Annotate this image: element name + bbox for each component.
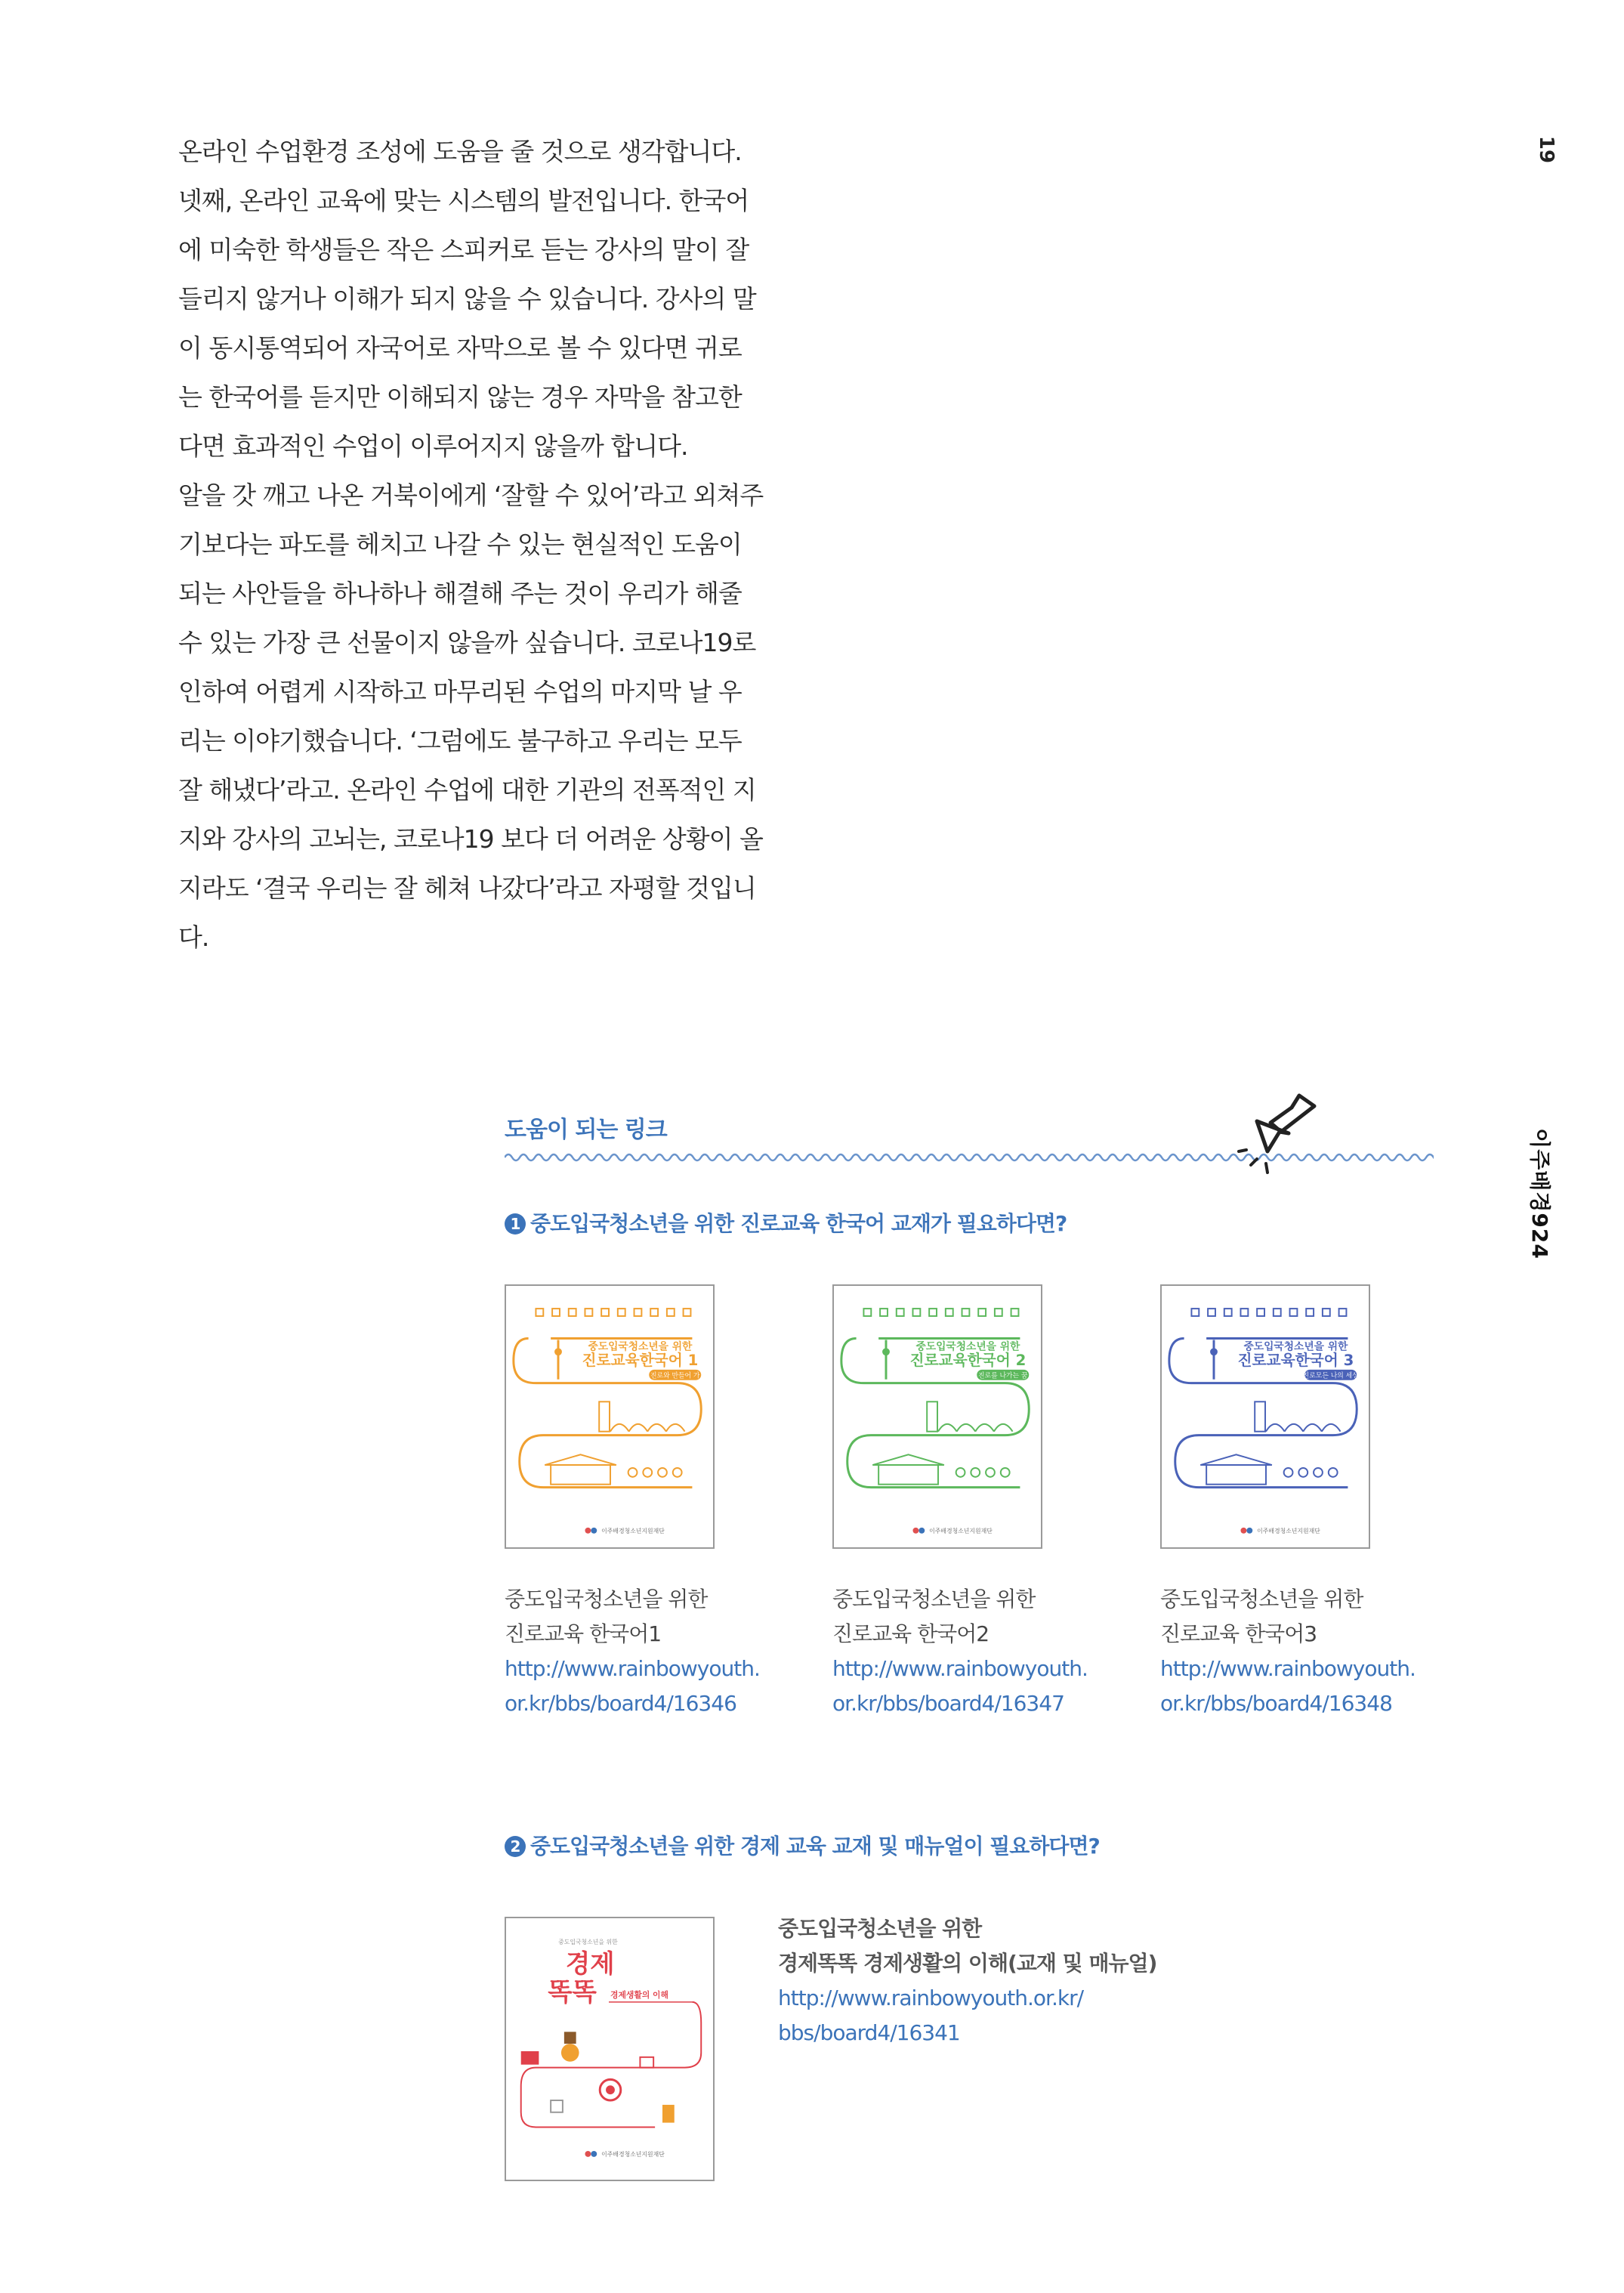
tree-icon (1329, 1468, 1338, 1477)
page-number: 19 (1535, 135, 1558, 164)
skyline-icon (569, 1309, 576, 1316)
skyline-icon (1240, 1309, 1248, 1316)
publisher-name: 이주배경청소년지원재단 (601, 2150, 665, 2158)
palace-icon (545, 1454, 616, 1465)
publisher-logo (1240, 1528, 1246, 1534)
cover-title: 진로교육한국어 2 (909, 1351, 1027, 1369)
body-line: 는 한국어를 듣지만 이해되지 않는 경우 자막을 참고한 (178, 382, 742, 412)
skyline-icon (1306, 1309, 1314, 1316)
skyline-icon (946, 1309, 953, 1316)
book-cover-art (834, 1286, 1041, 1547)
cover-badge-text: 진로와 만들어 가 (650, 1372, 700, 1380)
skyline-icon (1011, 1309, 1019, 1316)
tower-icon (1210, 1348, 1218, 1355)
publisher-logo (919, 1528, 925, 1534)
palace-icon (551, 1465, 610, 1485)
book-link[interactable]: or.kr/bbs/board4/16346 (505, 1691, 736, 1716)
skyline-icon (552, 1309, 560, 1316)
question-1 (505, 1207, 1067, 1238)
building-icon (599, 1401, 610, 1431)
caption-line: 중도입국청소년을 위한 (505, 1587, 708, 1612)
skyline-icon (1257, 1309, 1264, 1316)
book-link[interactable]: http://www.rainbowyouth.or.kr/ (778, 1986, 1084, 2010)
cover-badge-text: 진로를 나가는 꿈 (977, 1372, 1028, 1380)
skyline-icon (1339, 1309, 1347, 1316)
book-cover-korean-2[interactable] (832, 1284, 1042, 1549)
tree-icon (986, 1468, 995, 1477)
body-line: 기보다는 파도를 헤치고 나갈 수 있는 현실적인 도움이 (178, 530, 742, 559)
skyline-icon (650, 1309, 658, 1316)
caption-line: 경제똑똑 경제생활의 이해(교재 및 매뉴얼) (778, 1951, 1157, 1976)
publisher-logo (591, 2151, 597, 2157)
book-caption-2 (832, 1582, 1150, 1721)
palace-icon (878, 1465, 938, 1485)
building-icon (927, 1401, 937, 1431)
publisher-logo (912, 1528, 919, 1534)
body-line: 넷째, 온라인 교육에 맞는 시스템의 발전입니다. 한국어 (178, 186, 749, 215)
tree-icon (628, 1468, 638, 1477)
skyline-icon (1274, 1309, 1281, 1316)
cursor-pointer-icon (1236, 1089, 1326, 1180)
skyline-icon (585, 1309, 592, 1316)
body-line: 에 미숙한 학생들은 작은 스피커로 듣는 강사의 말이 잘 (178, 235, 749, 264)
body-line: 들리지 않거나 이해가 되지 않을 수 있습니다. 강사의 말 (178, 284, 756, 314)
cover-badge-text: 진로모든 나의 세상 (1302, 1372, 1359, 1380)
bridge-arch (629, 1424, 648, 1432)
book-link[interactable]: or.kr/bbs/board4/16348 (1160, 1691, 1392, 1716)
tree-icon (658, 1468, 667, 1477)
skyline-icon (897, 1309, 904, 1316)
tree-icon (643, 1468, 652, 1477)
cover-title: 경제 (565, 1948, 615, 1979)
skyline-icon (667, 1309, 675, 1316)
calculator-icon (551, 2100, 563, 2112)
caption-line: 중도입국청소년을 위한 (1160, 1587, 1363, 1612)
body-line: 잘 해냈다’라고. 온라인 수업에 대한 기관의 전폭적인 지 (178, 775, 756, 805)
book-link[interactable]: http://www.rainbowyouth. (832, 1656, 1088, 1681)
tree-icon (1001, 1468, 1010, 1477)
body-line: 다. (178, 922, 209, 952)
caption-line: 진로교육 한국어1 (505, 1621, 662, 1646)
skyline-icon (962, 1309, 970, 1316)
bridge-arch (975, 1424, 994, 1432)
publisher-logo (585, 1528, 591, 1534)
cover-subtitle: 중도입국청소년을 위한 (588, 1340, 693, 1353)
palace-icon (1200, 1454, 1272, 1465)
tree-icon (1284, 1468, 1293, 1477)
wallet-icon (521, 2051, 539, 2065)
helpful-links-section (505, 1111, 1441, 1144)
book-link[interactable]: or.kr/bbs/board4/16347 (832, 1691, 1064, 1716)
caption-line: 중도입국청소년을 위한 (778, 1916, 982, 1941)
tree-icon (1314, 1468, 1323, 1477)
book-caption-economy (778, 1911, 1231, 2050)
publisher-name: 이주배경청소년지원재단 (1257, 1527, 1320, 1534)
skyline-icon (978, 1309, 986, 1316)
book-caption-3 (1160, 1582, 1477, 1721)
side-running-title: 이주배경924 (1527, 1128, 1552, 1259)
caption-line: 중도입국청소년을 위한 (832, 1587, 1036, 1612)
tree-icon (971, 1468, 980, 1477)
card-icon (640, 2057, 653, 2068)
question-number-badge: 1 (505, 1213, 526, 1235)
publisher-logo (591, 1528, 597, 1534)
caption-line: 진로교육 한국어3 (1160, 1621, 1317, 1646)
bridge-arch (938, 1424, 957, 1432)
body-line: 온라인 수업환경 조성에 도움을 줄 것으로 생각합니다. (178, 137, 742, 166)
cover-title: 진로교육한국어 3 (1237, 1351, 1354, 1369)
bridge-arch (1266, 1424, 1285, 1432)
target-icon (606, 2085, 615, 2094)
palace-icon (872, 1454, 944, 1465)
skyline-icon (618, 1309, 625, 1316)
money-bag-icon (564, 2032, 576, 2044)
building-icon (1255, 1401, 1265, 1431)
skyline-icon (1290, 1309, 1298, 1316)
book-link[interactable]: bbs/board4/16341 (778, 2020, 960, 2045)
body-line: 리는 이야기했습니다. ‘그럼에도 불구하고 우리는 모두 (178, 726, 742, 756)
cover-badge-text: 경제생활의 이해 (610, 1989, 668, 2000)
tower-icon (882, 1348, 890, 1355)
skyline-icon (536, 1309, 543, 1316)
body-line: 지와 강사의 고뇌는, 코로나19 보다 더 어려운 상황이 올 (178, 824, 763, 854)
book-link[interactable]: http://www.rainbowyouth. (1160, 1656, 1416, 1681)
body-line: 되는 사안들을 하나하나 해결해 주는 것이 우리가 해줄 (178, 579, 742, 608)
book-caption-1 (505, 1582, 822, 1721)
body-line: 다면 효과적인 수업이 이루어지지 않을까 합니다. (178, 431, 688, 461)
bridge-arch (666, 1424, 685, 1432)
bridge-arch (1322, 1424, 1341, 1432)
bridge-arch (1303, 1424, 1322, 1432)
coin-icon (561, 2044, 579, 2062)
book-cover-art (506, 1286, 713, 1547)
bridge-arch (610, 1424, 629, 1432)
book-cover-korean-3[interactable] (1160, 1284, 1370, 1549)
skyline-icon (929, 1309, 937, 1316)
book-link[interactable]: http://www.rainbowyouth. (505, 1656, 760, 1681)
bridge-arch (647, 1424, 666, 1432)
bridge-arch (1285, 1424, 1304, 1432)
cover-subtitle: 중도입국청소년을 위한 (915, 1340, 1020, 1353)
book-cover-economy[interactable] (505, 1917, 715, 2181)
question-2 (505, 1830, 1100, 1860)
bridge-arch (994, 1424, 1013, 1432)
skyline-icon (634, 1309, 642, 1316)
publisher-name: 이주배경청소년지원재단 (601, 1527, 665, 1534)
body-line: 수 있는 가장 큰 선물이지 않을까 싶습니다. 코로나19로 (178, 628, 756, 657)
skyline-icon (1191, 1309, 1199, 1316)
skyline-icon (1224, 1309, 1232, 1316)
skyline-icon (601, 1309, 609, 1316)
question-2-text: 중도입국청소년을 위한 경제 교육 교재 및 매뉴얼이 필요하다면? (530, 1834, 1100, 1859)
skyline-icon (684, 1309, 691, 1316)
body-line: 지라도 ‘결국 우리는 잘 헤쳐 나갔다’라고 자평할 것입니 (178, 873, 756, 903)
links-heading: 도움이 되는 링크 (505, 1117, 667, 1143)
palace-icon (1206, 1465, 1266, 1485)
skyline-icon (995, 1309, 1002, 1316)
bridge-arch (957, 1424, 976, 1432)
skyline-icon (912, 1309, 920, 1316)
body-line: 인하여 어렵게 시작하고 마무리된 수업의 마지막 날 우 (178, 677, 742, 706)
cover-subtitle: 중도입국청소년을 위한 (1243, 1340, 1348, 1353)
body-line: 이 동시통역되어 자국어로 자막으로 볼 수 있다면 귀로 (178, 333, 742, 363)
skyline-icon (880, 1309, 888, 1316)
tree-icon (956, 1468, 965, 1477)
cover-title: 진로교육한국어 1 (582, 1351, 699, 1369)
cover-title: 똑똑 (548, 1976, 597, 2007)
caption-line: 진로교육 한국어2 (832, 1621, 990, 1646)
phone-icon (662, 2105, 675, 2123)
skyline-icon (1208, 1309, 1215, 1316)
publisher-logo (585, 2151, 591, 2157)
tower-icon (554, 1348, 562, 1355)
book-cover-korean-1[interactable] (505, 1284, 715, 1549)
publisher-name: 이주배경청소년지원재단 (929, 1527, 993, 1534)
book-cover-art (1162, 1286, 1369, 1547)
question-number-badge: 2 (505, 1836, 526, 1857)
skyline-icon (863, 1309, 871, 1316)
tree-icon (1298, 1468, 1308, 1477)
tree-icon (673, 1468, 682, 1477)
publisher-logo (1246, 1528, 1252, 1534)
skyline-icon (1323, 1309, 1330, 1316)
book-cover-art (506, 1918, 713, 2180)
body-paragraph (178, 127, 783, 962)
question-1-text: 중도입국청소년을 위한 진로교육 한국어 교재가 필요하다면? (530, 1211, 1067, 1236)
cover-subtitle: 중도입국청소년을 위한 (558, 1939, 618, 1946)
body-line: 알을 갓 깨고 나온 거북이에게 ‘잘할 수 있어’라고 외쳐주 (178, 481, 764, 510)
